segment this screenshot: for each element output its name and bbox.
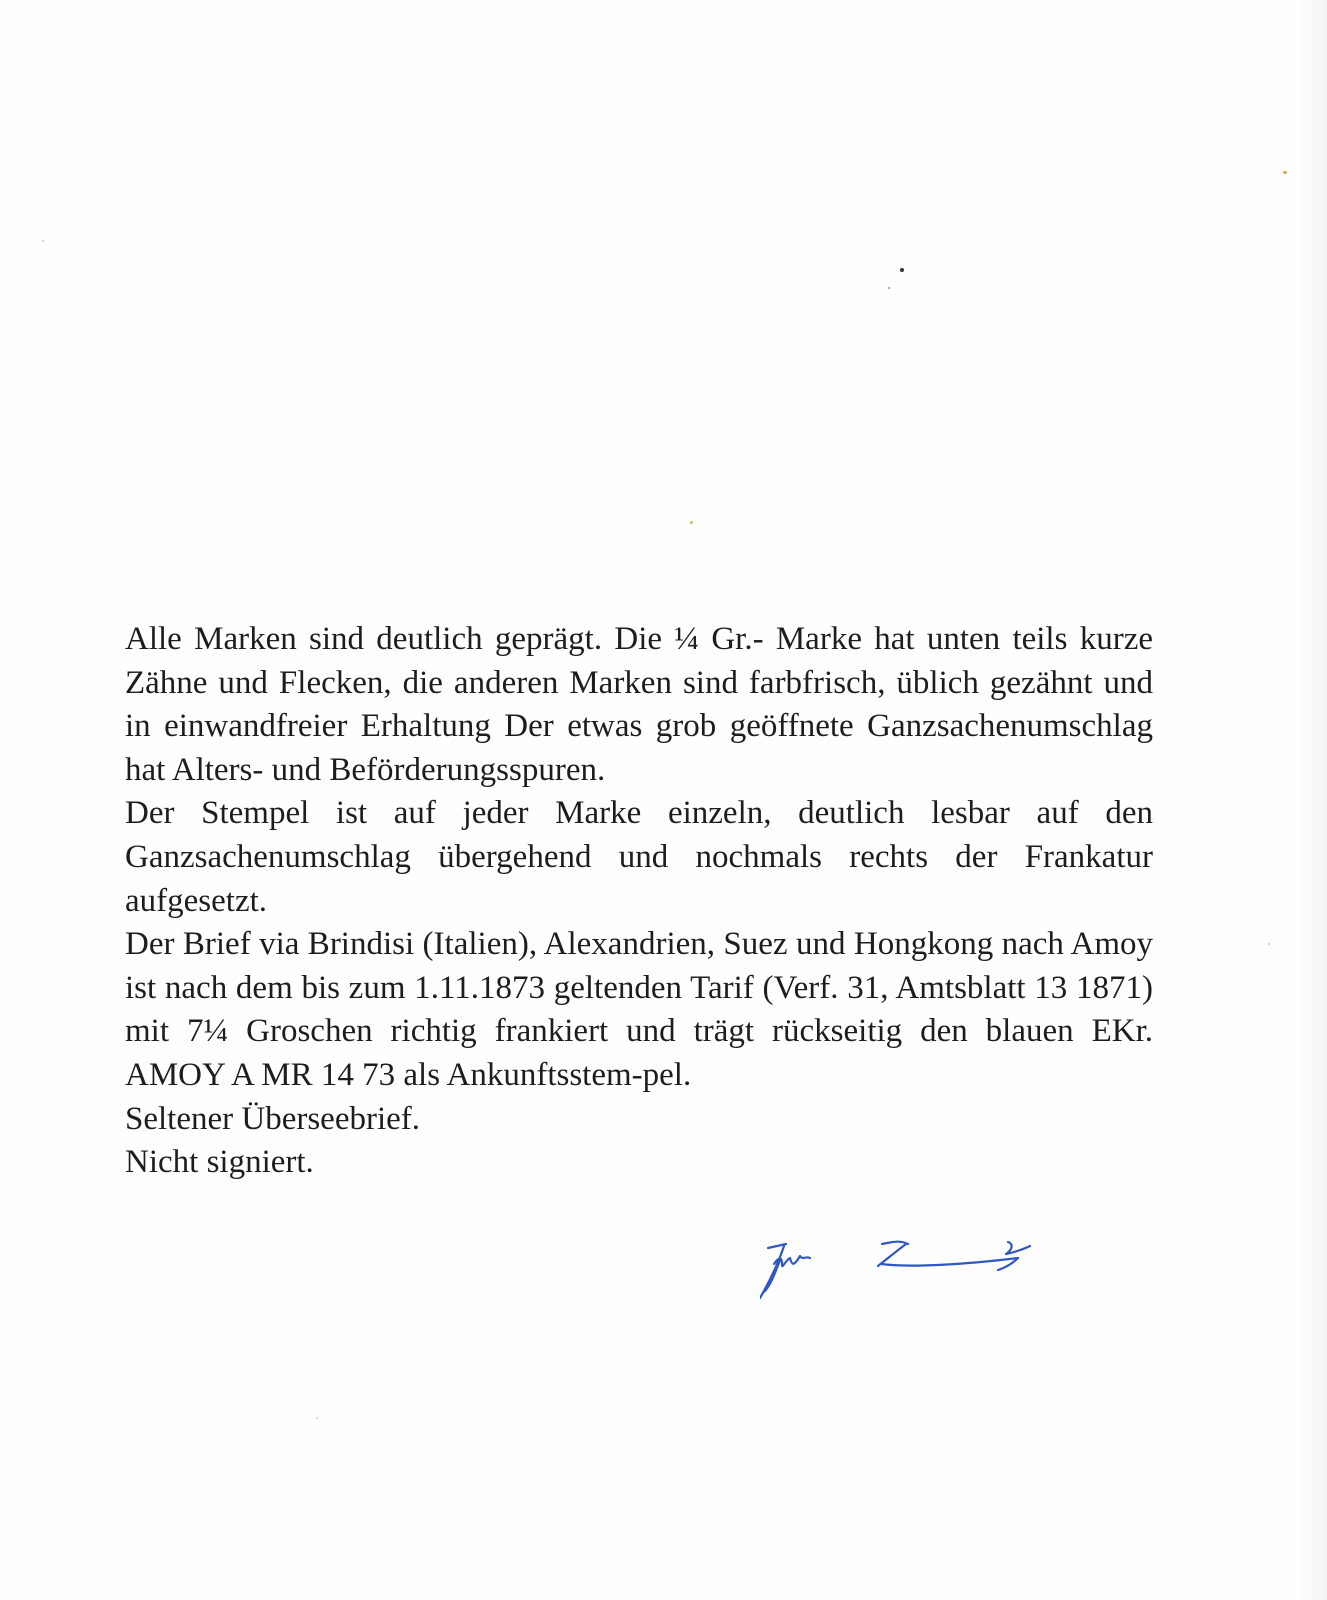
scan-speck [1268, 943, 1270, 945]
handwritten-signature [760, 1236, 1060, 1306]
scan-speck [900, 268, 904, 272]
scan-edge-shadow [1297, 0, 1327, 1600]
document-body [125, 618, 1153, 1185]
scan-speck [690, 521, 693, 524]
paragraph-not-signed: Nicht signiert. [125, 1144, 314, 1181]
paragraph-route-tariff: Der Brief via Brindisi (Italien), Alexandrien, Suez und Hongkong nach Amoy ist nach dem bis zum 1.11.1873 geltenden Tarif (Verf. 31, Amtsblatt 13 1871) mit 7¼ Groschen richtig frankiert und trägt rückseitig den blauen EKr. AMOY A MR 14 73 als Ankunftsstem-pel. [125, 926, 1153, 1093]
scan-speck [888, 287, 890, 289]
paragraph-rarity: Seltener Überseebrief. [125, 1100, 421, 1137]
scan-speck [42, 240, 44, 242]
scan-speck [1283, 171, 1287, 174]
paragraph-postmark: Der Stempel ist auf jeder Marke einzeln, deutlich lesbar auf den Ganzsachenumschlag übergehend und nochmals rechts der Frankatur aufgesetzt. [125, 795, 1153, 919]
scan-speck [316, 1417, 318, 1419]
paragraph-condition: Alle Marken sind deutlich geprägt. Die ¼ Gr.- Marke hat unten teils kurze Zähne und Flecken, die anderen Marken sind farbfrisch, üblich gezähnt und in einwandfreier Erhaltung Der etwas grob geöffnete Ganzsachenumschlag hat Alters- und Beförderungsspuren. [125, 621, 1153, 788]
